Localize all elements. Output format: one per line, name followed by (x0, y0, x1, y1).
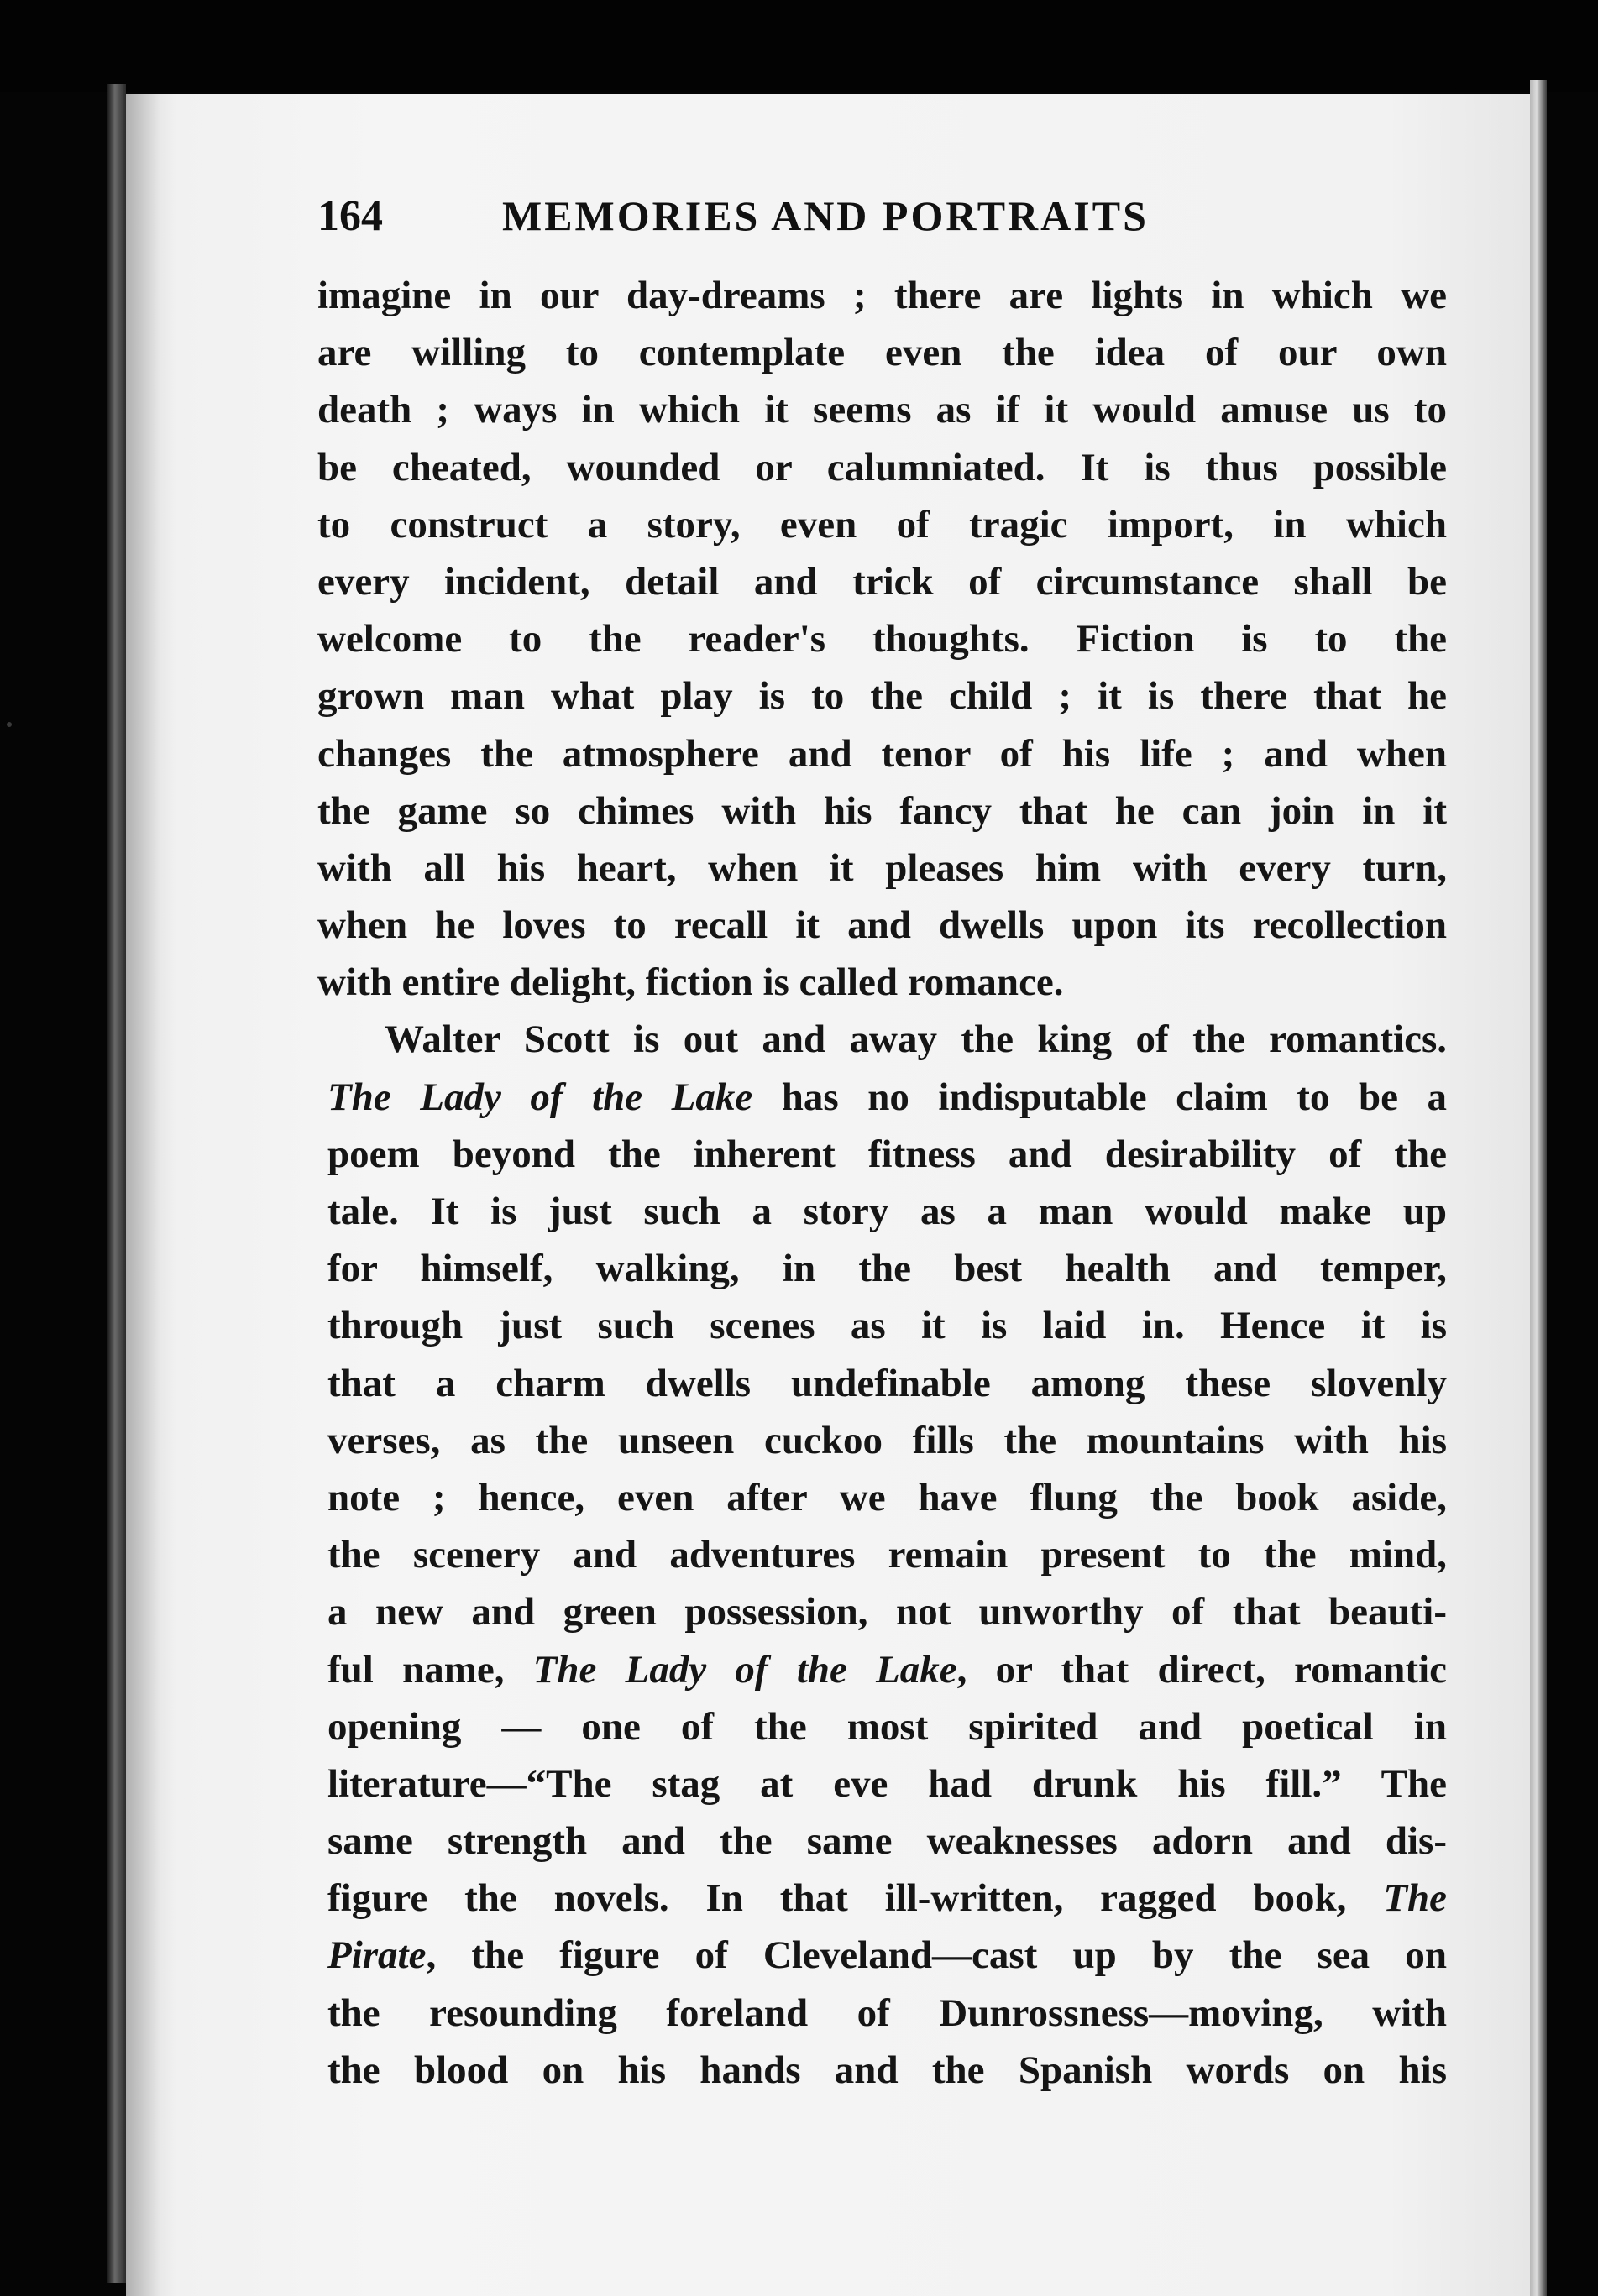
scan-border-top (0, 0, 1598, 92)
text-fragment: has no indisputable claim to be a (752, 1075, 1447, 1119)
text-fragment: ful name, (327, 1647, 533, 1692)
text-line: the scenery and adventures remain present to the mind, (327, 1533, 1447, 1577)
text-line: the game so chimes with his fancy that he can join in it (317, 788, 1447, 833)
book-binding-edge (107, 84, 126, 2283)
text-line (327, 1870, 1447, 1927)
text-fragment: figure the novels. In that ill-written, ragged book, (327, 1876, 1384, 1921)
text-line: with all his heart, when it pleases him with every turn, (317, 845, 1447, 890)
scan-speck (7, 722, 12, 727)
text-line: opening — one of the most spirited and poetical in (327, 1704, 1447, 1749)
book-title: The (1383, 1876, 1447, 1921)
text-line: imagine in our day-dreams ; there are lights in which we (317, 274, 1447, 317)
text-line: same strength and the same weaknesses adorn and dis- (327, 1819, 1447, 1864)
text-line: note ; hence, even after we have flung the book aside, (327, 1475, 1447, 1519)
text-line: tale. It is just such a story as a man would make up (327, 1190, 1447, 1233)
page-gutter-shadow (126, 94, 160, 2296)
text-line (327, 1069, 1447, 1126)
text-line: when he loves to recall it and dwells upon its recollection (317, 903, 1447, 948)
text-line: verses, as the unseen cuckoo fills the mountains with his (327, 1418, 1447, 1462)
text-line: be cheated, wounded or calumniated. It is thus possible (317, 445, 1447, 489)
text-line: poem beyond the inherent fitness and desirability of the (327, 1132, 1447, 1176)
page-number: 164 (317, 192, 383, 240)
text-line: a new and green possession, not unworthy of that beauti- (327, 1590, 1447, 1634)
page-body (317, 267, 1447, 2099)
text-line: the resounding foreland of Dunrossness—moving, with (327, 1990, 1447, 2035)
text-line: changes the atmosphere and tenor of his life ; and when (317, 731, 1447, 776)
text-line: literature—“The stag at eve had drunk his fill.” The (327, 1761, 1447, 1806)
text-line: the blood on his hands and the Spanish words on his (327, 2048, 1447, 2092)
text-line: Walter Scott is out and away the king of the romantics. (385, 1017, 1447, 1062)
book-title: The Lady of the Lake (327, 1075, 753, 1119)
paragraph-1 (317, 267, 1447, 1011)
page-header (317, 191, 1250, 250)
text-line: for himself, walking, in the best health and temper, (327, 1247, 1447, 1291)
text-line: that a charm dwells undefinable among these slovenly (327, 1361, 1447, 1405)
text-line: death ; ways in which it seems as if it would amuse us to (317, 388, 1447, 432)
text-line (327, 1641, 1447, 1698)
book-title: Pirate (327, 1933, 427, 1978)
text-line: welcome to the reader's thoughts. Fiction is to the (317, 617, 1447, 662)
running-head: MEMORIES AND PORTRAITS (502, 192, 1149, 239)
text-line: grown man what play is to the child ; it is there that he (317, 674, 1447, 719)
text-line: with entire delight, fiction is called romance. (317, 960, 1064, 1005)
text-line: to construct a story, even of tragic import, in which (317, 502, 1447, 547)
page-right-edge (1530, 80, 1547, 2296)
text-fragment: , the figure of Cleveland—cast up by the sea on (426, 1933, 1447, 1978)
text-line (327, 1927, 1447, 1984)
text-fragment: , or that direct, romantic (956, 1647, 1447, 1692)
paragraph-2 (317, 1011, 1447, 2099)
text-line: every incident, detail and trick of circumstance shall be (317, 559, 1447, 604)
text-line: through just such scenes as it is laid in. Hence it is (327, 1304, 1447, 1348)
text-line: are willing to contemplate even the idea of our own (317, 331, 1447, 375)
book-title: The Lady of the Lake (532, 1647, 957, 1692)
